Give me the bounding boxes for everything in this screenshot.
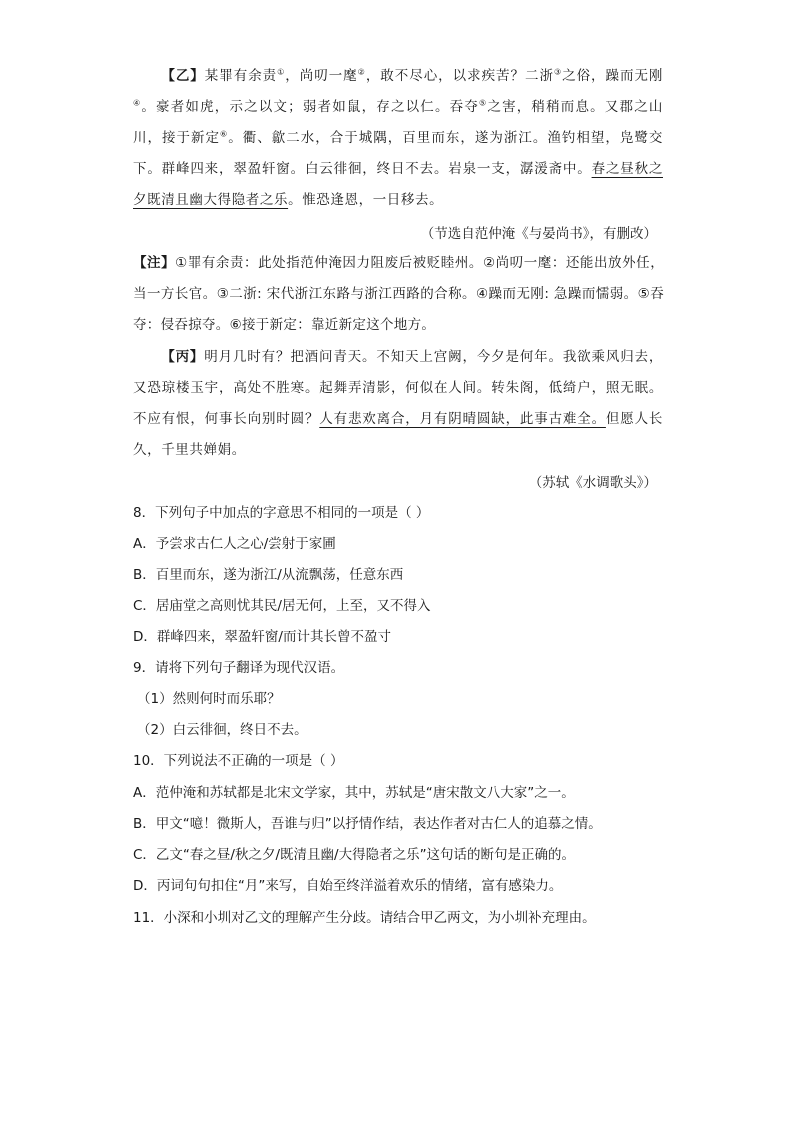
question-9: 9．请将下列句子翻译为现代汉语。 [133,660,345,676]
source-yi: （节选自范仲淹《与晏尚书》，有删改） [420,226,657,242]
passage-yi-text: 之俗，躁而无刚 [562,68,664,84]
passage-bing-label: 【丙】 [161,349,205,365]
note-text: ①罪有余责：此处指范仲淹因力阻废后被贬睦州。②尚叨一麾：还能出放外任，当一方长官。③二浙: 宋代浙江东路与浙江西路的合称。④躁而无刚: 急躁而懦弱。⑤吞夺：侵吞掠夺。⑥接于新定：靠近新定这个地方。 [133,255,664,333]
footnote-marker: ⑤ [479,98,488,108]
passage-yi-text: 。衢、歙二水，合于城隅，百里而东，遂为浙江。渔钓相望，凫鹭交下。群峰四来，翠盈轩窗。白云徘徊，终日不去。岩泉一支，潺湲斋中。 [133,130,664,177]
footnote-marker: ⑥ [220,129,229,139]
note-label: 【注】 [133,255,176,271]
underlined-sentence: 春之昼秋之夕既清且幽大得隐者之乐 [133,161,663,208]
passage-yi-label: 【乙】 [161,68,205,84]
footnote-marker: ① [277,67,286,77]
question-8-option-c: C．居庙堂之高则忧其民/居无何，上至，又不得入 [133,598,431,614]
passage-yi-text: 。惟恐逢恩，一日移去。 [288,192,444,208]
question-9-item-2: （2）白云徘徊，终日不去。 [137,722,308,738]
passage-yi-text: ，敢不尽心，以求疾苦？二浙 [365,68,554,84]
annotation-note [133,248,664,341]
question-8-option-a: A．予尝求古仁人之心/尝射于家圃 [133,536,336,552]
passage-bing-text: 但愿人长久，千里共婵娟。 [133,411,663,458]
passage-yi-text: ，尚叨一麾 [285,68,358,84]
source-bing: （苏轼《水调歌头》） [528,475,657,491]
passage-yi-text: 。豪者如虎，示之以文；弱者如鼠，存之以仁。吞夺 [141,99,480,115]
question-11: 11．小深和小圳对乙文的理解产生分歧。请结合甲乙两文，为小圳补充理由。 [133,910,596,926]
question-10-option-c: C．乙文“春之昼/秋之夕/既清且幽/大得隐者之乐”这句话的断句是正确的。 [133,847,576,863]
footnote-marker: ④ [133,98,142,108]
footnote-marker: ② [357,67,366,77]
passage-yi [133,61,663,216]
question-8: 8．下列句子中加点的字意思不相同的一项是（ ） [133,505,430,521]
question-10-option-a: A．范仲淹和苏轼都是北宋文学家，其中，苏轼是“唐宋散文八大家”之一。 [133,785,575,801]
underlined-sentence: 人有悲欢离合，月有阴晴圆缺，此事古难全。 [319,411,606,427]
question-8-option-b: B．百里而东，遂为浙江/从流飘荡，任意东西 [133,567,404,583]
passage-yi-text: 某罪有余责 [204,68,278,84]
question-9-item-1: （1）然则何时而乐耶？ [137,691,281,707]
footnote-marker: ③ [553,67,563,77]
question-10-option-b: B．甲文“噫！微斯人，吾谁与归”以抒情作结，表达作者对古仁人的追慕之情。 [133,816,602,832]
passage-yi-text: 之害，稍稍而息。又郡之山川，接于新定 [133,99,663,146]
passage-bing [133,342,663,466]
question-10-option-d: D．丙词句句扣住“月”来写，自始至终洋溢着欢乐的情绪，富有感染力。 [133,878,563,894]
question-8-option-d: D．群峰四来，翠盈轩窗/而计其长曾不盈寸 [133,629,391,645]
passage-bing-text: 明月几时有？把酒问青天。不知天上宫阙，今夕是何年。我欲乘风归去，又恐琼楼玉宇，高处不胜寒。起舞弄清影，何似在人间。转朱阁，低绮户，照无眠。不应有恨，何事长向别时圆？ [133,349,663,427]
question-10: 10．下列说法不正确的一项是（ ） [133,753,344,769]
